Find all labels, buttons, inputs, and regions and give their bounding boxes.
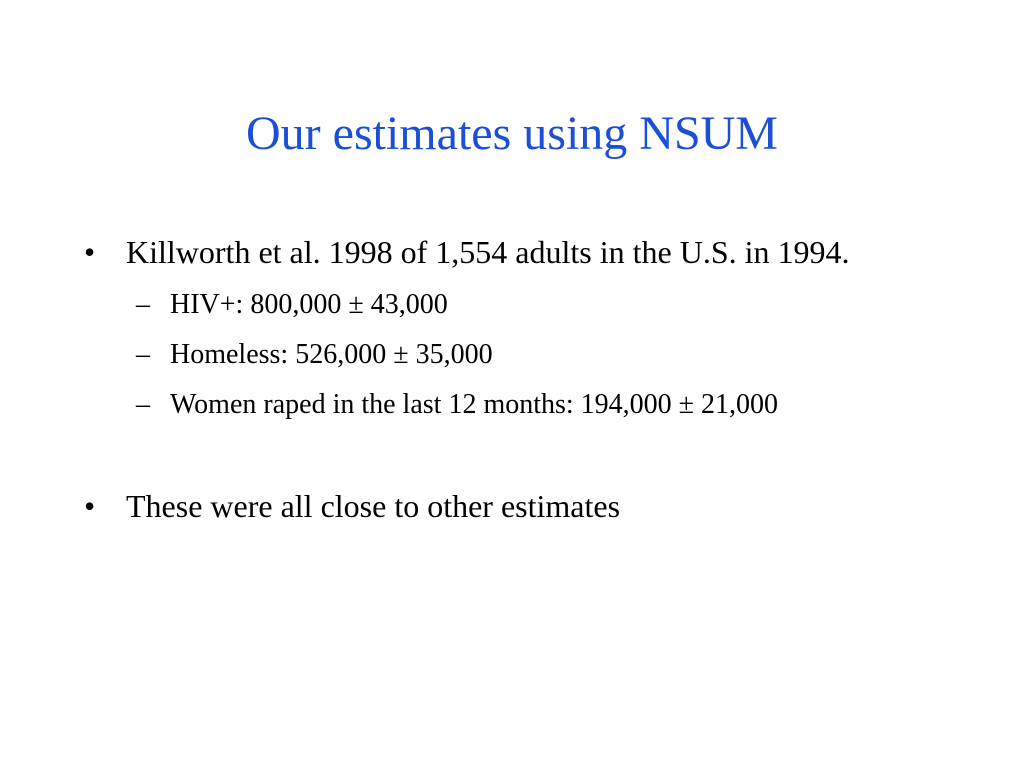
bullet-item — [84, 228, 944, 430]
sub-bullet-text: Women raped in the last 12 months: 194,000 ± 21,000 — [170, 389, 779, 420]
bullet-icon: • — [84, 234, 96, 270]
dash-icon: – — [136, 389, 150, 420]
dash-icon: – — [136, 339, 150, 370]
bullet-list — [84, 228, 944, 530]
sub-bullet-text: HIV+: 800,000 ± 43,000 — [170, 289, 448, 320]
sub-bullet-item — [126, 280, 944, 330]
dash-icon: – — [136, 289, 150, 320]
bullet-item — [84, 482, 944, 530]
bullet-icon: • — [84, 488, 96, 524]
slide-title: Our estimates using NSUM — [246, 107, 778, 160]
bullet-text: Killworth et al. 1998 of 1,554 adults in the U.S. in 1994. — [126, 234, 850, 270]
bullet-text: These were all close to other estimates — [126, 488, 621, 524]
sub-bullet-item — [126, 380, 944, 430]
sub-bullet-list — [126, 280, 944, 430]
sub-bullet-item — [126, 330, 944, 380]
sub-bullet-text: Homeless: 526,000 ± 35,000 — [170, 339, 493, 370]
